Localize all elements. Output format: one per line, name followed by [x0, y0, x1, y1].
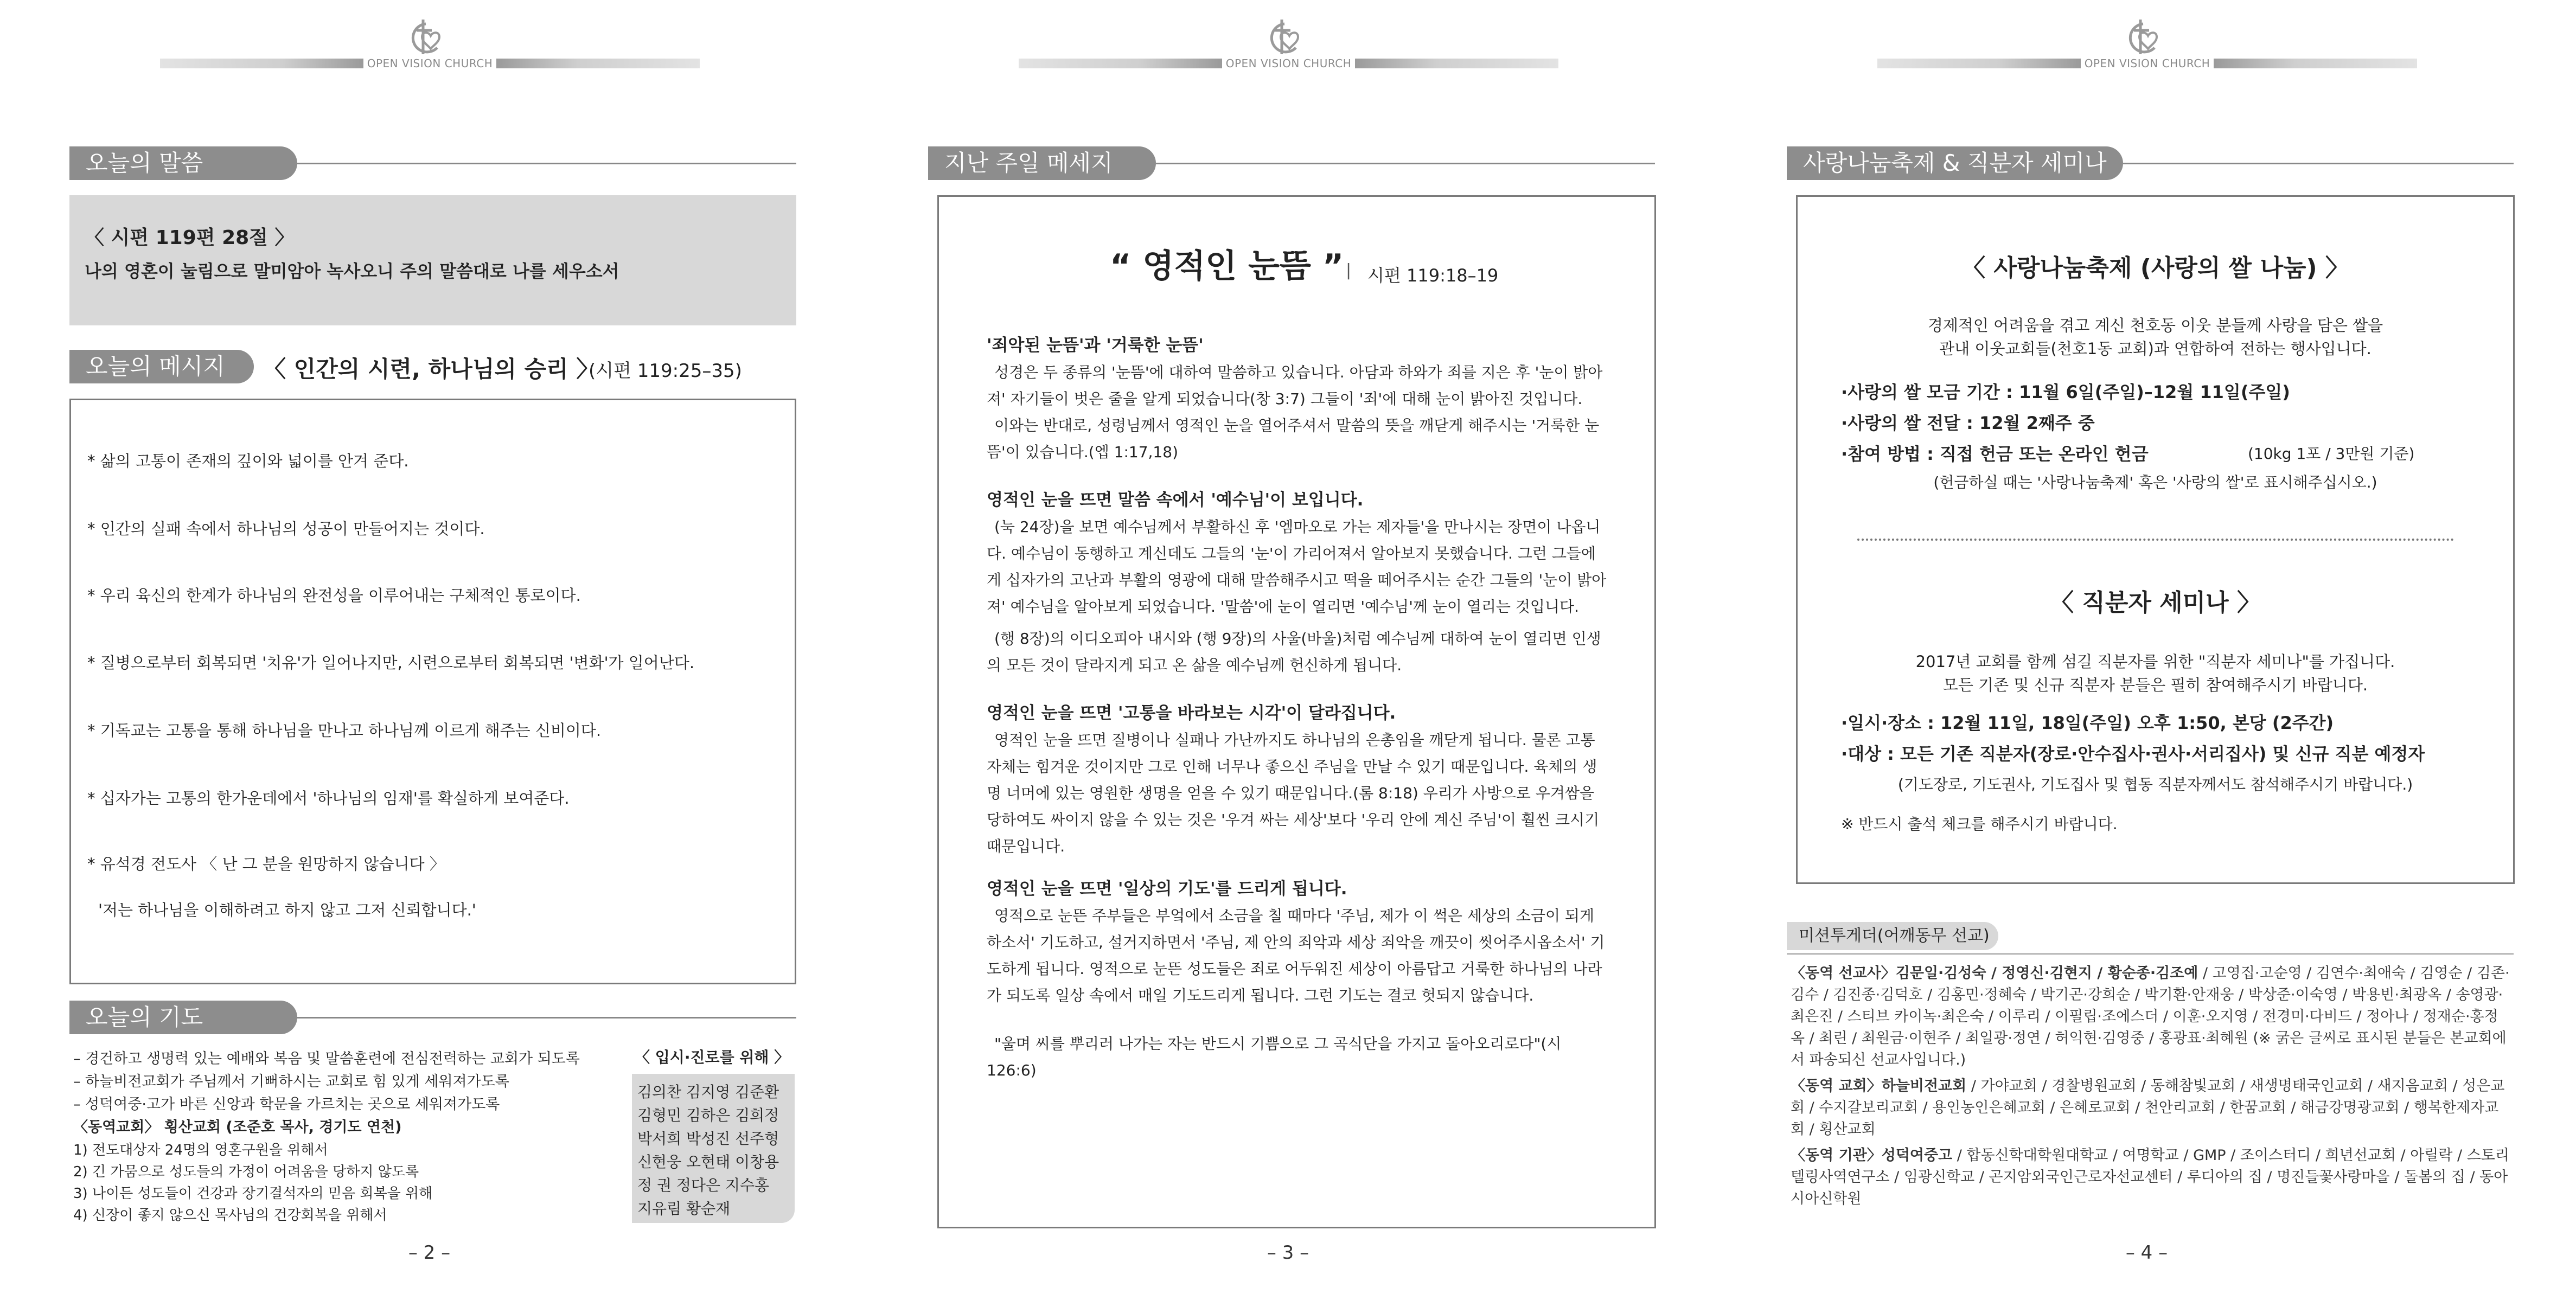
- festival-title: 〈 사랑나눔축제 (사랑의 쌀 나눔) 〉: [1961, 254, 2349, 282]
- partner-item: 4) 신장이 좋지 않으신 목사님의 건강회복을 위해서: [73, 1207, 387, 1223]
- message-point: * 삶의 고통이 존재의 깊이와 넓이를 안겨 준다.: [87, 452, 409, 470]
- seminar-intro: 2017년 교회를 함께 섬길 직분자를 위한 "직분자 세미나"를 가집니다.: [1915, 652, 2395, 671]
- header-bar-right: [496, 59, 700, 68]
- sermon-body: [987, 332, 1610, 1084]
- prayer-tab: 오늘의 기도: [69, 1001, 297, 1034]
- sermon-paragraph: 성경은 두 종류의 '눈뜸'에 대하여 말씀하고 있습니다. 아담과 하와가 죄를 지은 후 '눈이 밝아져' 자기들이 벗은 줄을 알게 되었습니다(창 3:7) 그들이 '죄'에 대해 눈이 밝아진 것입니다.: [987, 363, 1603, 408]
- word-verse: 나의 영혼이 눌림으로 말미암아 녹사오니 주의 말씀대로 나를 세우소서: [85, 261, 619, 281]
- sermon-paragraph: (눅 24장)을 보면 예수님께서 부활하신 후 '엠마오로 가는 제자들'을 만나시는 장면이 나옵니다. 예수님이 동행하고 계신데도 그들의 '눈'이 가리어져서 알아보지 못했습니다. 그런 그들에게 십자가의 고난과 부활의 영광에 대해 말씀해주시고 떡을 떼어주시는 순간 그들의 '눈이 밝아져' 예수님을 알아보게 되었습니다. '말씀'에 눈이 열리면 '예수님'께 눈이 열리는 것입니다.: [987, 518, 1607, 616]
- message-point: * 유석경 전도사 〈 난 그 분을 원망하지 않습니다 〉: [87, 855, 445, 873]
- message-box: [69, 399, 796, 984]
- message-point: * 인간의 실패 속에서 하나님의 성공이 만들어지는 것이다.: [87, 520, 485, 538]
- church-name: OPEN VISION CHURCH: [367, 57, 493, 70]
- seminar-intro: 모든 기존 및 신규 직분자 분들은 필히 참여해주시기 바랍니다.: [1942, 676, 2368, 694]
- title-separator: |: [1346, 261, 1352, 280]
- entrance-names-row: 박서희 박성진 선주형: [637, 1130, 779, 1148]
- mission-paragraph: [1791, 963, 2512, 1071]
- church-logo-icon: [401, 16, 450, 60]
- mission-names: / 가야교회 / 경찰병원교회 / 동해참빛교회 / 새생명태국인교회 / 새지음교회 / 성은교회 / 수지갈보리교회 / 용인농인은혜교회 / 은혜로교회 / 천안리교회 / 한꿈교회 / 해금강명광교회 / 행복한제자교회 / 횡산교회: [1791, 1078, 2505, 1138]
- sermon-title: “ 영적인 눈뜸 ”: [1110, 247, 1344, 285]
- sermon-paragraph: 이와는 반대로, 성령님께서 영적인 눈을 열어주셔서 말씀의 뜻을 깨닫게 해주시는 '거룩한 눈뜸'이 있습니다.(엡 1:17,18): [987, 417, 1600, 461]
- events-box: [1796, 195, 2515, 884]
- sermon-paragraph: 영적으로 눈뜬 주부들은 부엌에서 소금을 칠 때마다 '주님, 제가 이 썩은 세상의 소금이 되게 하소서' 기도하고, 설거지하면서 '주님, 제 안의 죄악과 세상 죄악을 깨끗이 씻어주시옵소서' 기도하게 됩니다. 영적으로 눈뜬 성도들은 죄로 어두워진 세상이 아름답고 거룩한 하나님의 나라가 되도록 일상 속에서 매일 기도드리게 됩니다. 그런 기도는 결코 헛되지 않습니다.: [987, 907, 1605, 1004]
- church-logo-icon: [2119, 16, 2168, 60]
- seminar-item: ·대상 : 모든 기존 직분자(장로·안수집사·권사·서리집사) 및 신규 직분 예정자: [1841, 744, 2425, 764]
- sermon-heading: 영적인 눈을 뜨면 '고통을 바라보는 시각'이 달라집니다.: [987, 703, 1396, 723]
- mission-paragraph: [1791, 1075, 2512, 1141]
- partner-item: 2) 긴 가뭄으로 성도들의 가정이 어려움을 당하지 않도록: [73, 1164, 419, 1180]
- seminar-note: (기도장로, 기도권사, 기도집사 및 협동 직분자께서도 참석해주시기 바랍니다.): [1897, 776, 2413, 793]
- header-bar-right: [1355, 59, 1558, 68]
- prayer-item: – 하늘비전교회가 주님께서 기뻐하시는 교회로 힘 있게 세워져가도록: [73, 1073, 509, 1090]
- closing-verse: "울며 씨를 뿌리러 나가는 자는 반드시 기쁨으로 그 곡식단을 가지고 돌아오리로다"(시 126:6): [987, 1035, 1562, 1079]
- header-bar-right: [2214, 59, 2417, 68]
- partner-item: 3) 나이든 성도들이 건강과 장기결석자의 믿음 회복을 위해: [73, 1186, 433, 1202]
- mission-names: / 합동신학대학원대학교 / 여명학교 / GMP / 조이스터디 / 희년선교회 / 아릴락 / 스토리텔링사역연구소 / 임광신학교 / 곤지암외국인근로자선교센터 / 루디아의 집 / 명진들꽃사랑마을 / 돌봄의 집 / 동아시아신학원: [1791, 1147, 2509, 1207]
- message-point: * 십자가는 고통의 한가운데에서 '하나님의 임재'를 확실하게 보여준다.: [87, 789, 570, 808]
- mission-bold-names: 성덕여중고: [1881, 1147, 1953, 1164]
- header-bar-left: [160, 59, 363, 68]
- church-logo-icon: [1260, 16, 1309, 60]
- message-reference: (시편 119:25–35): [589, 360, 742, 382]
- festival-intro: 경제적인 어려움을 겪고 계신 천호동 이웃 분들께 사랑을 담은 쌀을: [1927, 316, 2383, 335]
- festival-price: (10kg 1포 / 3만원 기준): [2248, 445, 2415, 463]
- sermon-reference: 시편 119:18–19: [1367, 265, 1499, 286]
- tab-divider: [1787, 953, 2514, 955]
- sermon-heading: '죄악된 눈뜸'과 '거룩한 눈뜸': [987, 336, 1204, 355]
- page-2: [0, 0, 859, 1294]
- dotted-divider: [1857, 539, 2454, 541]
- page-number: – 4 –: [2125, 1242, 2168, 1264]
- message-point: * 기독교는 고통을 통해 하나님을 만나고 하나님께 이르게 해주는 신비이다.: [87, 721, 602, 740]
- seminar-footnote: ※ 반드시 출석 체크를 해주시기 바랍니다.: [1841, 815, 2118, 833]
- partner-item: 1) 전도대상자 24명의 영혼구원을 위해서: [73, 1142, 328, 1158]
- tab-divider: [2123, 163, 2514, 164]
- message-point: * 우리 육신의 한계가 하나님의 완전성을 이루어내는 구체적인 통로이다.: [87, 586, 581, 605]
- word-box: [69, 195, 796, 325]
- tab-divider: [1156, 163, 1655, 164]
- page-4: [1717, 0, 2576, 1294]
- festival-item: ·참여 방법 : 직접 헌금 또는 온라인 헌금: [1841, 444, 2149, 464]
- entrance-names-row: 신현웅 오현태 이창용: [637, 1153, 779, 1171]
- mission-paragraph: [1791, 1145, 2512, 1210]
- mission-bold-names: 하늘비전교회: [1881, 1078, 1967, 1094]
- mission-names: / 고영집·고순영 / 김연수·최애숙 / 김영순 / 김존·김수 / 김진종·김덕호 / 김홍민·정혜숙 / 박기곤·강희순 / 박기환·안재웅 / 박상준·이숙영 / 박용빈·최광옥 / 송영광·최은진 / 스티브 카이녹·최은숙 / 이루리 / 이필립·조에스더 / 이훈·오지영 / 전경미·다비드 / 정아나 / 정재순·홍정옥 / 최린 / 최원금·이현주 / 최일광·정연 / 허익현·김영중 / 홍광표·최혜원 (※ 굵은 글씨로 표시된 분들은 본교회에서 파송되신 선교사입니다.): [1791, 965, 2510, 1068]
- entrance-names-box: [632, 1074, 795, 1223]
- word-reference: 〈 시편 119편 28절 〉: [85, 227, 295, 249]
- entrance-names-row: 김의찬 김지영 김준환: [637, 1083, 779, 1101]
- message-point: * 질병으로부터 회복되면 '치유'가 일어나지만, 시련으로부터 회복되면 '변화'가 일어난다.: [87, 654, 695, 672]
- sermon-paragraph: (행 8장)의 이디오피아 내시와 (행 9장)의 사울(바울)처럼 예수님께 대하여 눈이 열리면 인생의 모든 것이 달라지게 되고 온 삶을 예수님께 헌신하게 됩니다.: [987, 630, 1601, 674]
- header-bar-left: [1019, 59, 1222, 68]
- church-name: OPEN VISION CHURCH: [2084, 57, 2210, 70]
- events-tab: 사랑나눔축제 & 직분자 세미나: [1787, 146, 2123, 180]
- festival-item: ·사랑의 쌀 전달 : 12월 2째주 중: [1841, 413, 2095, 433]
- last-sunday-tab: 지난 주일 메세지: [928, 146, 1156, 180]
- message-tab: 오늘의 메시지: [69, 350, 254, 383]
- mission-label: 〈동역 기관〉: [1791, 1147, 1882, 1164]
- sermon-heading: 영적인 눈을 뜨면 말씀 속에서 '예수님'이 보입니다.: [987, 490, 1364, 510]
- mission-bold-names: 김문일·김성숙 / 정영신·김현지 / 황순종·김조예: [1895, 965, 2198, 982]
- sermon-paragraph: 영적인 눈을 뜨면 질병이나 실패나 가난까지도 하나님의 은총임을 깨닫게 됩니다. 물론 고통 자체는 힘겨운 것이지만 그로 인해 너무나 좋으신 주님을 만날 수 있기 때문입니다. 육체의 생명 너머에 있는 영원한 생명을 얻을 수 있기 때문입니다.(롬 8:18) 우리가 사방으로 우겨쌈을 당하여도 싸이지 않을 수 있는 것은 '우겨 싸는 세상'보다 '우리 안에 계신 주님'이 훨씬 크시기 때문입니다.: [987, 731, 1600, 855]
- entrance-names-row: 지유림 황순재: [637, 1200, 731, 1218]
- sermon-heading: 영적인 눈을 뜨면 '일상의 기도'를 드리게 됩니다.: [987, 879, 1347, 899]
- tab-divider: [297, 163, 796, 164]
- mission-tab: 미션투게더(어깨동무 선교): [1787, 922, 1998, 950]
- entrance-title: 〈 입시·진로를 위해 〉: [635, 1048, 790, 1066]
- mission-list: [1791, 963, 2512, 1210]
- header-bar-left: [1877, 59, 2081, 68]
- page-3: [859, 0, 1717, 1294]
- entrance-names-row: 정 권 정다은 지수홍: [637, 1176, 770, 1194]
- message-quote: '저는 하나님을 이해하려고 하지 않고 그저 신뢰합니다.': [98, 901, 476, 919]
- word-tab: 오늘의 말씀: [69, 146, 297, 180]
- festival-item: ·사랑의 쌀 모금 기간 : 11월 6일(주일)–12월 11일(주일): [1841, 382, 2290, 402]
- festival-intro: 관내 이웃교회들(천호1동 교회)과 연합하여 전하는 행사입니다.: [1939, 339, 2372, 358]
- tab-divider: [297, 1017, 796, 1018]
- seminar-item: ·일시·장소 : 12월 11일, 18일(주일) 오후 1:50, 본당 (2주간): [1841, 713, 2334, 733]
- prayer-item: – 성덕여중·고가 바른 신앙과 학문을 가르치는 곳으로 세워져가도록: [73, 1096, 500, 1113]
- mission-label: 〈동역 선교사〉: [1791, 965, 1896, 982]
- seminar-title: 〈 직분자 세미나 〉: [2050, 589, 2261, 617]
- partner-church-title: 〈동역교회〉 횡산교회 (조준호 목사, 경기도 연천): [73, 1119, 402, 1136]
- festival-note: (헌금하실 때는 '사랑나눔축제' 혹은 '사랑의 쌀'로 표시해주십시오.): [1933, 473, 2377, 491]
- church-name: OPEN VISION CHURCH: [1225, 57, 1352, 70]
- page-number: – 2 –: [408, 1242, 451, 1264]
- mission-label: 〈동역 교회〉: [1791, 1078, 1882, 1094]
- sermon-box: [937, 195, 1656, 1228]
- entrance-names-row: 김형민 김하은 김희정: [637, 1106, 779, 1124]
- prayer-item: – 경건하고 생명력 있는 예배와 복음 및 말씀훈련에 전심전력하는 교회가 되도록: [73, 1050, 580, 1067]
- page-number: – 3 –: [1267, 1242, 1309, 1264]
- message-title: 〈 인간의 시련, 하나님의 승리 〉: [263, 356, 599, 382]
